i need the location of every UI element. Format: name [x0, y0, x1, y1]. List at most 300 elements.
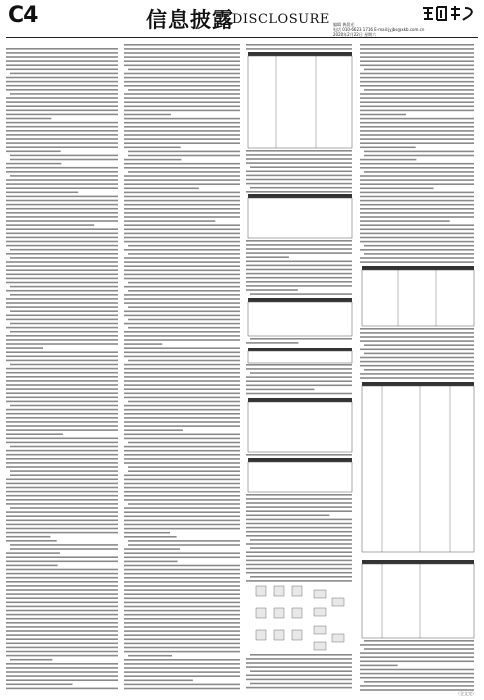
text-line	[360, 101, 474, 103]
text-line	[128, 319, 240, 321]
text-line	[246, 515, 329, 517]
text-line	[128, 442, 240, 444]
text-line	[128, 253, 240, 255]
text-line	[364, 640, 474, 642]
text-line	[6, 569, 118, 571]
text-line	[6, 511, 118, 513]
article-column-3	[246, 42, 356, 692]
text-line	[364, 151, 474, 153]
text-line	[128, 171, 240, 173]
text-line	[124, 278, 240, 280]
text-line	[6, 610, 118, 612]
text-line	[124, 224, 240, 226]
text-line	[246, 342, 298, 344]
text-line	[360, 212, 474, 214]
text-line	[6, 77, 118, 79]
text-line	[360, 216, 474, 218]
text-line	[10, 310, 118, 312]
text-line	[124, 639, 240, 641]
text-line	[128, 466, 240, 468]
text-line	[364, 681, 474, 683]
text-line	[6, 56, 118, 58]
text-line	[124, 352, 240, 354]
financial-table-3	[248, 398, 352, 452]
text-line	[360, 65, 474, 67]
text-line	[246, 556, 352, 558]
text-line	[360, 669, 474, 671]
text-line	[246, 564, 352, 566]
text-line	[360, 81, 474, 83]
text-line	[10, 175, 118, 177]
text-line	[246, 510, 352, 512]
text-line	[6, 433, 63, 435]
text-line	[124, 188, 199, 190]
text-line	[124, 647, 240, 649]
text-line	[364, 353, 474, 355]
text-line	[6, 540, 57, 542]
text-line	[6, 651, 118, 653]
text-line	[124, 388, 240, 390]
text-line	[124, 618, 240, 620]
text-line	[246, 48, 352, 50]
text-line	[124, 204, 240, 206]
text-line	[360, 673, 474, 675]
text-line	[6, 372, 118, 374]
text-line	[124, 257, 240, 259]
text-line	[360, 110, 474, 112]
investment-table	[248, 52, 352, 148]
text-line	[124, 634, 240, 636]
text-line	[246, 502, 352, 504]
newspaper-logo	[420, 4, 476, 22]
text-line	[124, 491, 240, 493]
text-line	[6, 614, 118, 616]
text-line	[360, 237, 474, 239]
text-line	[124, 684, 240, 686]
text-line	[246, 261, 352, 263]
text-line	[6, 298, 118, 300]
text-line	[6, 626, 118, 628]
text-line	[6, 495, 118, 497]
text-line	[6, 114, 118, 116]
text-line	[6, 573, 118, 575]
text-line	[246, 531, 352, 533]
text-line	[128, 503, 240, 505]
text-line	[246, 175, 352, 177]
text-line	[124, 380, 240, 382]
text-line	[360, 665, 398, 667]
section-title-cn: 信息披露	[146, 7, 234, 32]
text-line	[360, 126, 474, 128]
text-line	[246, 380, 352, 382]
text-line	[124, 65, 240, 67]
text-line	[124, 680, 193, 682]
text-line	[10, 159, 118, 161]
text-line	[10, 548, 118, 550]
text-line	[6, 528, 118, 530]
text-line	[246, 687, 352, 689]
text-line	[246, 560, 352, 562]
text-line	[124, 101, 240, 103]
text-line	[6, 282, 118, 284]
text-line	[360, 97, 474, 99]
text-line	[10, 446, 118, 448]
text-line	[6, 274, 118, 276]
text-line	[124, 614, 240, 616]
text-line	[6, 60, 118, 62]
text-line	[360, 249, 474, 251]
text-line	[124, 323, 240, 325]
text-line	[360, 261, 474, 263]
text-line	[246, 580, 352, 582]
text-line	[6, 606, 118, 608]
text-line	[6, 122, 118, 124]
text-line	[6, 241, 118, 243]
text-line	[364, 369, 474, 371]
text-line	[124, 499, 240, 501]
info-table-2	[248, 194, 352, 238]
text-line	[6, 581, 118, 583]
text-line	[124, 130, 240, 132]
page-header	[0, 0, 484, 42]
text-line	[246, 364, 352, 366]
text-line	[124, 347, 240, 349]
text-line	[246, 527, 352, 529]
text-line	[6, 602, 118, 604]
text-line	[124, 524, 240, 526]
text-line	[360, 48, 474, 50]
text-line	[124, 298, 240, 300]
text-line	[364, 69, 474, 71]
text-line	[124, 118, 240, 120]
text-line	[250, 372, 352, 374]
text-line	[124, 85, 240, 87]
text-line	[124, 364, 240, 366]
text-line	[360, 183, 474, 185]
text-line	[246, 179, 352, 181]
text-line	[124, 294, 240, 296]
text-line	[246, 666, 352, 668]
text-line	[124, 557, 240, 559]
text-line	[6, 302, 118, 304]
text-line	[6, 671, 118, 673]
text-line	[6, 585, 118, 587]
text-line	[246, 244, 352, 246]
text-line	[124, 397, 240, 399]
text-line	[360, 200, 474, 202]
text-line	[124, 220, 215, 222]
text-line	[6, 306, 118, 308]
text-line	[6, 212, 118, 214]
text-line	[6, 360, 118, 362]
text-line	[124, 532, 170, 534]
text-line	[364, 245, 474, 247]
text-line	[124, 179, 240, 181]
text-line	[6, 409, 118, 411]
text-line	[6, 343, 118, 345]
text-line	[128, 540, 240, 542]
text-line	[360, 373, 474, 375]
text-line	[246, 543, 352, 545]
text-line	[6, 565, 58, 567]
text-line	[128, 290, 240, 292]
text-line	[6, 429, 118, 431]
text-line	[6, 499, 118, 501]
text-line	[6, 388, 118, 390]
text-line	[6, 85, 118, 87]
text-line	[124, 462, 240, 464]
text-line	[360, 644, 474, 646]
text-line	[128, 470, 240, 472]
text-line	[246, 494, 352, 496]
text-line	[10, 323, 118, 325]
text-line	[124, 688, 240, 690]
text-line	[6, 142, 118, 144]
text-line	[124, 368, 240, 370]
text-line	[6, 134, 118, 136]
text-line	[124, 622, 240, 624]
text-line	[6, 200, 118, 202]
text-line	[128, 360, 240, 362]
text-line	[124, 569, 240, 571]
text-line	[124, 671, 240, 673]
text-line	[6, 269, 118, 271]
text-line	[360, 677, 474, 679]
text-line	[124, 372, 240, 374]
text-line	[6, 118, 51, 120]
text-line	[6, 327, 118, 329]
text-line	[250, 547, 352, 549]
text-line	[6, 335, 118, 337]
text-line	[124, 475, 240, 477]
text-line	[124, 335, 240, 337]
text-line	[360, 106, 474, 108]
results-table-1	[362, 266, 474, 326]
text-line	[128, 155, 240, 157]
text-line	[6, 261, 118, 263]
text-line	[6, 589, 118, 591]
text-line	[124, 44, 240, 46]
text-line	[364, 171, 474, 173]
text-line	[360, 208, 474, 210]
text-line	[360, 233, 474, 235]
text-line	[6, 151, 61, 153]
text-line	[124, 643, 240, 645]
text-line	[128, 69, 240, 71]
text-line	[360, 93, 474, 95]
text-line	[246, 248, 352, 250]
text-line	[246, 572, 352, 574]
text-line	[124, 511, 240, 513]
text-line	[6, 347, 43, 349]
text-line	[6, 351, 118, 353]
text-line	[6, 491, 118, 493]
text-line	[128, 327, 240, 329]
text-line	[124, 487, 240, 489]
text-line	[124, 343, 162, 345]
text-line	[10, 659, 52, 661]
text-line	[6, 556, 118, 558]
text-line	[128, 245, 240, 247]
text-line	[246, 150, 352, 152]
text-line	[6, 233, 118, 235]
text-line	[124, 212, 240, 214]
text-line	[124, 507, 240, 509]
text-line	[6, 647, 118, 649]
text-line	[246, 679, 352, 681]
text-line	[124, 302, 240, 304]
editor-info	[333, 22, 424, 37]
text-line	[124, 659, 240, 661]
text-line	[124, 577, 240, 579]
text-line	[124, 413, 240, 415]
text-line	[360, 204, 474, 206]
contact-line: 电话 010-6623 1716 E-mail:jyjbs@xkb.com.cn	[333, 27, 425, 32]
date-line: 2020年2月22日 星期六	[333, 32, 377, 37]
text-line	[124, 409, 240, 411]
text-line	[246, 285, 352, 287]
text-line	[246, 171, 352, 173]
text-line	[360, 134, 474, 136]
text-line	[124, 548, 180, 550]
text-line	[124, 56, 240, 58]
text-line	[246, 265, 352, 267]
text-line	[360, 56, 474, 58]
text-line	[10, 294, 118, 296]
text-line	[6, 163, 61, 165]
text-line	[6, 290, 118, 292]
financial-table-4	[248, 458, 352, 492]
text-line	[6, 425, 118, 427]
text-line	[124, 60, 240, 62]
text-line	[124, 630, 240, 632]
page-number: C4	[8, 3, 38, 28]
text-line	[124, 81, 240, 83]
column-4-text	[360, 44, 474, 691]
text-line	[124, 651, 240, 653]
text-line	[6, 503, 118, 505]
text-line	[124, 183, 240, 185]
text-line	[250, 683, 352, 685]
text-line	[360, 142, 474, 144]
text-line	[6, 561, 118, 563]
text-line	[124, 261, 240, 263]
text-line	[364, 89, 474, 91]
text-line	[6, 479, 118, 481]
text-line	[360, 224, 474, 226]
text-line	[6, 146, 118, 148]
text-line	[360, 167, 474, 169]
text-line	[360, 229, 474, 231]
text-line	[360, 332, 474, 334]
text-line	[246, 191, 352, 193]
results-table-2	[362, 382, 474, 552]
text-line	[124, 339, 240, 341]
text-line	[364, 253, 474, 255]
text-line	[124, 446, 240, 448]
text-line	[6, 597, 118, 599]
text-line	[6, 397, 118, 399]
text-line	[124, 581, 240, 583]
text-line	[6, 171, 118, 173]
text-line	[124, 159, 181, 161]
text-line	[6, 466, 118, 468]
text-line	[250, 670, 352, 672]
text-line	[124, 233, 240, 235]
text-line	[360, 656, 474, 658]
text-line	[124, 675, 240, 677]
text-line	[360, 179, 474, 181]
text-line	[124, 52, 240, 54]
text-line	[246, 662, 352, 664]
text-line	[6, 442, 118, 444]
text-line	[124, 167, 240, 169]
text-line	[6, 368, 118, 370]
text-line	[6, 462, 118, 464]
text-line	[6, 196, 118, 198]
text-line	[128, 282, 240, 284]
text-line	[246, 154, 352, 156]
text-line	[6, 356, 118, 358]
text-line	[124, 454, 240, 456]
text-line	[6, 97, 118, 99]
text-line	[124, 126, 240, 128]
text-line	[124, 315, 240, 317]
text-line	[360, 241, 474, 243]
text-line	[6, 208, 118, 210]
text-line	[10, 405, 118, 407]
text-line	[6, 401, 118, 403]
text-line	[360, 365, 474, 367]
text-line	[124, 192, 240, 194]
text-line	[124, 585, 240, 587]
text-line	[10, 93, 118, 95]
header-rule	[6, 37, 478, 38]
text-line	[6, 278, 118, 280]
text-line	[6, 89, 118, 91]
text-line	[6, 52, 118, 54]
text-line	[124, 384, 240, 386]
text-line	[246, 44, 352, 46]
text-line	[246, 389, 314, 391]
text-line	[360, 52, 474, 54]
text-line	[246, 506, 352, 508]
text-line	[124, 405, 240, 407]
results-table-3	[362, 560, 474, 638]
text-line	[124, 450, 240, 452]
text-line	[250, 166, 352, 168]
text-line	[128, 401, 240, 403]
text-line	[6, 421, 118, 423]
text-line	[10, 73, 118, 75]
text-line	[6, 220, 118, 222]
text-line	[246, 658, 352, 660]
text-line	[124, 216, 240, 218]
text-line	[124, 77, 240, 79]
text-line	[124, 593, 240, 595]
text-line	[246, 498, 352, 500]
text-line	[6, 630, 118, 632]
text-line	[10, 544, 118, 546]
text-line	[360, 130, 474, 132]
text-line	[6, 524, 118, 526]
text-line	[124, 163, 240, 165]
text-line	[250, 338, 352, 340]
page-footer: （全文完）	[456, 691, 476, 696]
text-line	[6, 380, 118, 382]
text-line	[6, 552, 60, 554]
text-line	[6, 458, 118, 460]
